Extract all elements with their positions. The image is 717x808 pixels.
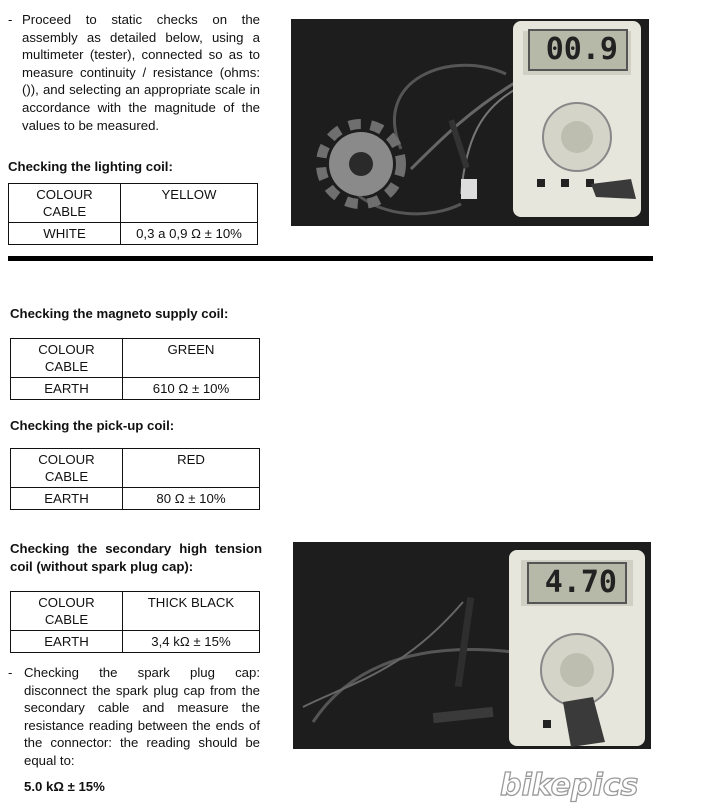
- table-row: [11, 339, 260, 378]
- table-row: [9, 184, 258, 223]
- sparkcap-dash: -: [8, 665, 13, 680]
- col-header: RED: [123, 449, 260, 488]
- sparkcap-result: 5.0 kΩ ± 15%: [24, 779, 105, 794]
- col-header: YELLOW: [121, 184, 258, 223]
- pickup-heading: Checking the pick-up coil:: [10, 418, 175, 433]
- row-value: 0,3 a 0,9 Ω ± 10%: [121, 223, 258, 245]
- col-header: COLOUR CABLE: [11, 339, 123, 378]
- table-row: [11, 592, 260, 631]
- table-row: [11, 631, 260, 653]
- magneto-heading: Checking the magneto supply coil:: [10, 306, 229, 321]
- table-row: [11, 449, 260, 488]
- intro-dash: -: [8, 12, 13, 27]
- row-label: EARTH: [11, 631, 123, 653]
- col-header: COLOUR CABLE: [11, 592, 123, 631]
- bikepics-watermark: bikepics: [500, 768, 639, 803]
- secondary-table: [10, 591, 260, 653]
- pickup-table: [10, 448, 260, 510]
- multimeter-photo-1: [291, 19, 649, 226]
- row-value: 610 Ω ± 10%: [123, 378, 260, 400]
- magneto-table: [10, 338, 260, 400]
- sparkcap-text: Checking the spark plug cap: disconnect the spark plug cap from the secondary cable and measure the resistance reading between the ends of the connector: the reading should be equal to:: [24, 665, 260, 768]
- table-row: [11, 488, 260, 510]
- col-header: THICK BLACK: [123, 592, 260, 631]
- intro-text: Proceed to static checks on the assembly as detailed below, using a multimeter (tester), connected so as to measure continuity / resistance (ohms: ()), and selecting an appropriate scale in accordance with the magnitude of the values to be measured.: [22, 12, 260, 133]
- lighting-heading: Checking the lighting coil:: [8, 159, 173, 174]
- col-header: COLOUR CABLE: [11, 449, 123, 488]
- section-divider: [8, 256, 653, 261]
- multimeter-photo-2: [293, 542, 651, 749]
- secondary-heading: Checking the secondary high tension coil (without spark plug cap):: [10, 541, 262, 574]
- lighting-table: [8, 183, 258, 245]
- row-label: EARTH: [11, 378, 123, 400]
- row-value: 80 Ω ± 10%: [123, 488, 260, 510]
- row-label: EARTH: [11, 488, 123, 510]
- table-row: [9, 223, 258, 245]
- col-header: GREEN: [123, 339, 260, 378]
- col-header: COLOUR CABLE: [9, 184, 121, 223]
- sparkcap-block: [8, 664, 260, 770]
- multimeter-display-2: 4.70: [527, 562, 627, 604]
- multimeter-display-1: 00.9: [528, 29, 628, 71]
- row-value: 3,4 kΩ ± 15%: [123, 631, 260, 653]
- intro-block: [8, 11, 260, 134]
- table-row: [11, 378, 260, 400]
- row-label: WHITE: [9, 223, 121, 245]
